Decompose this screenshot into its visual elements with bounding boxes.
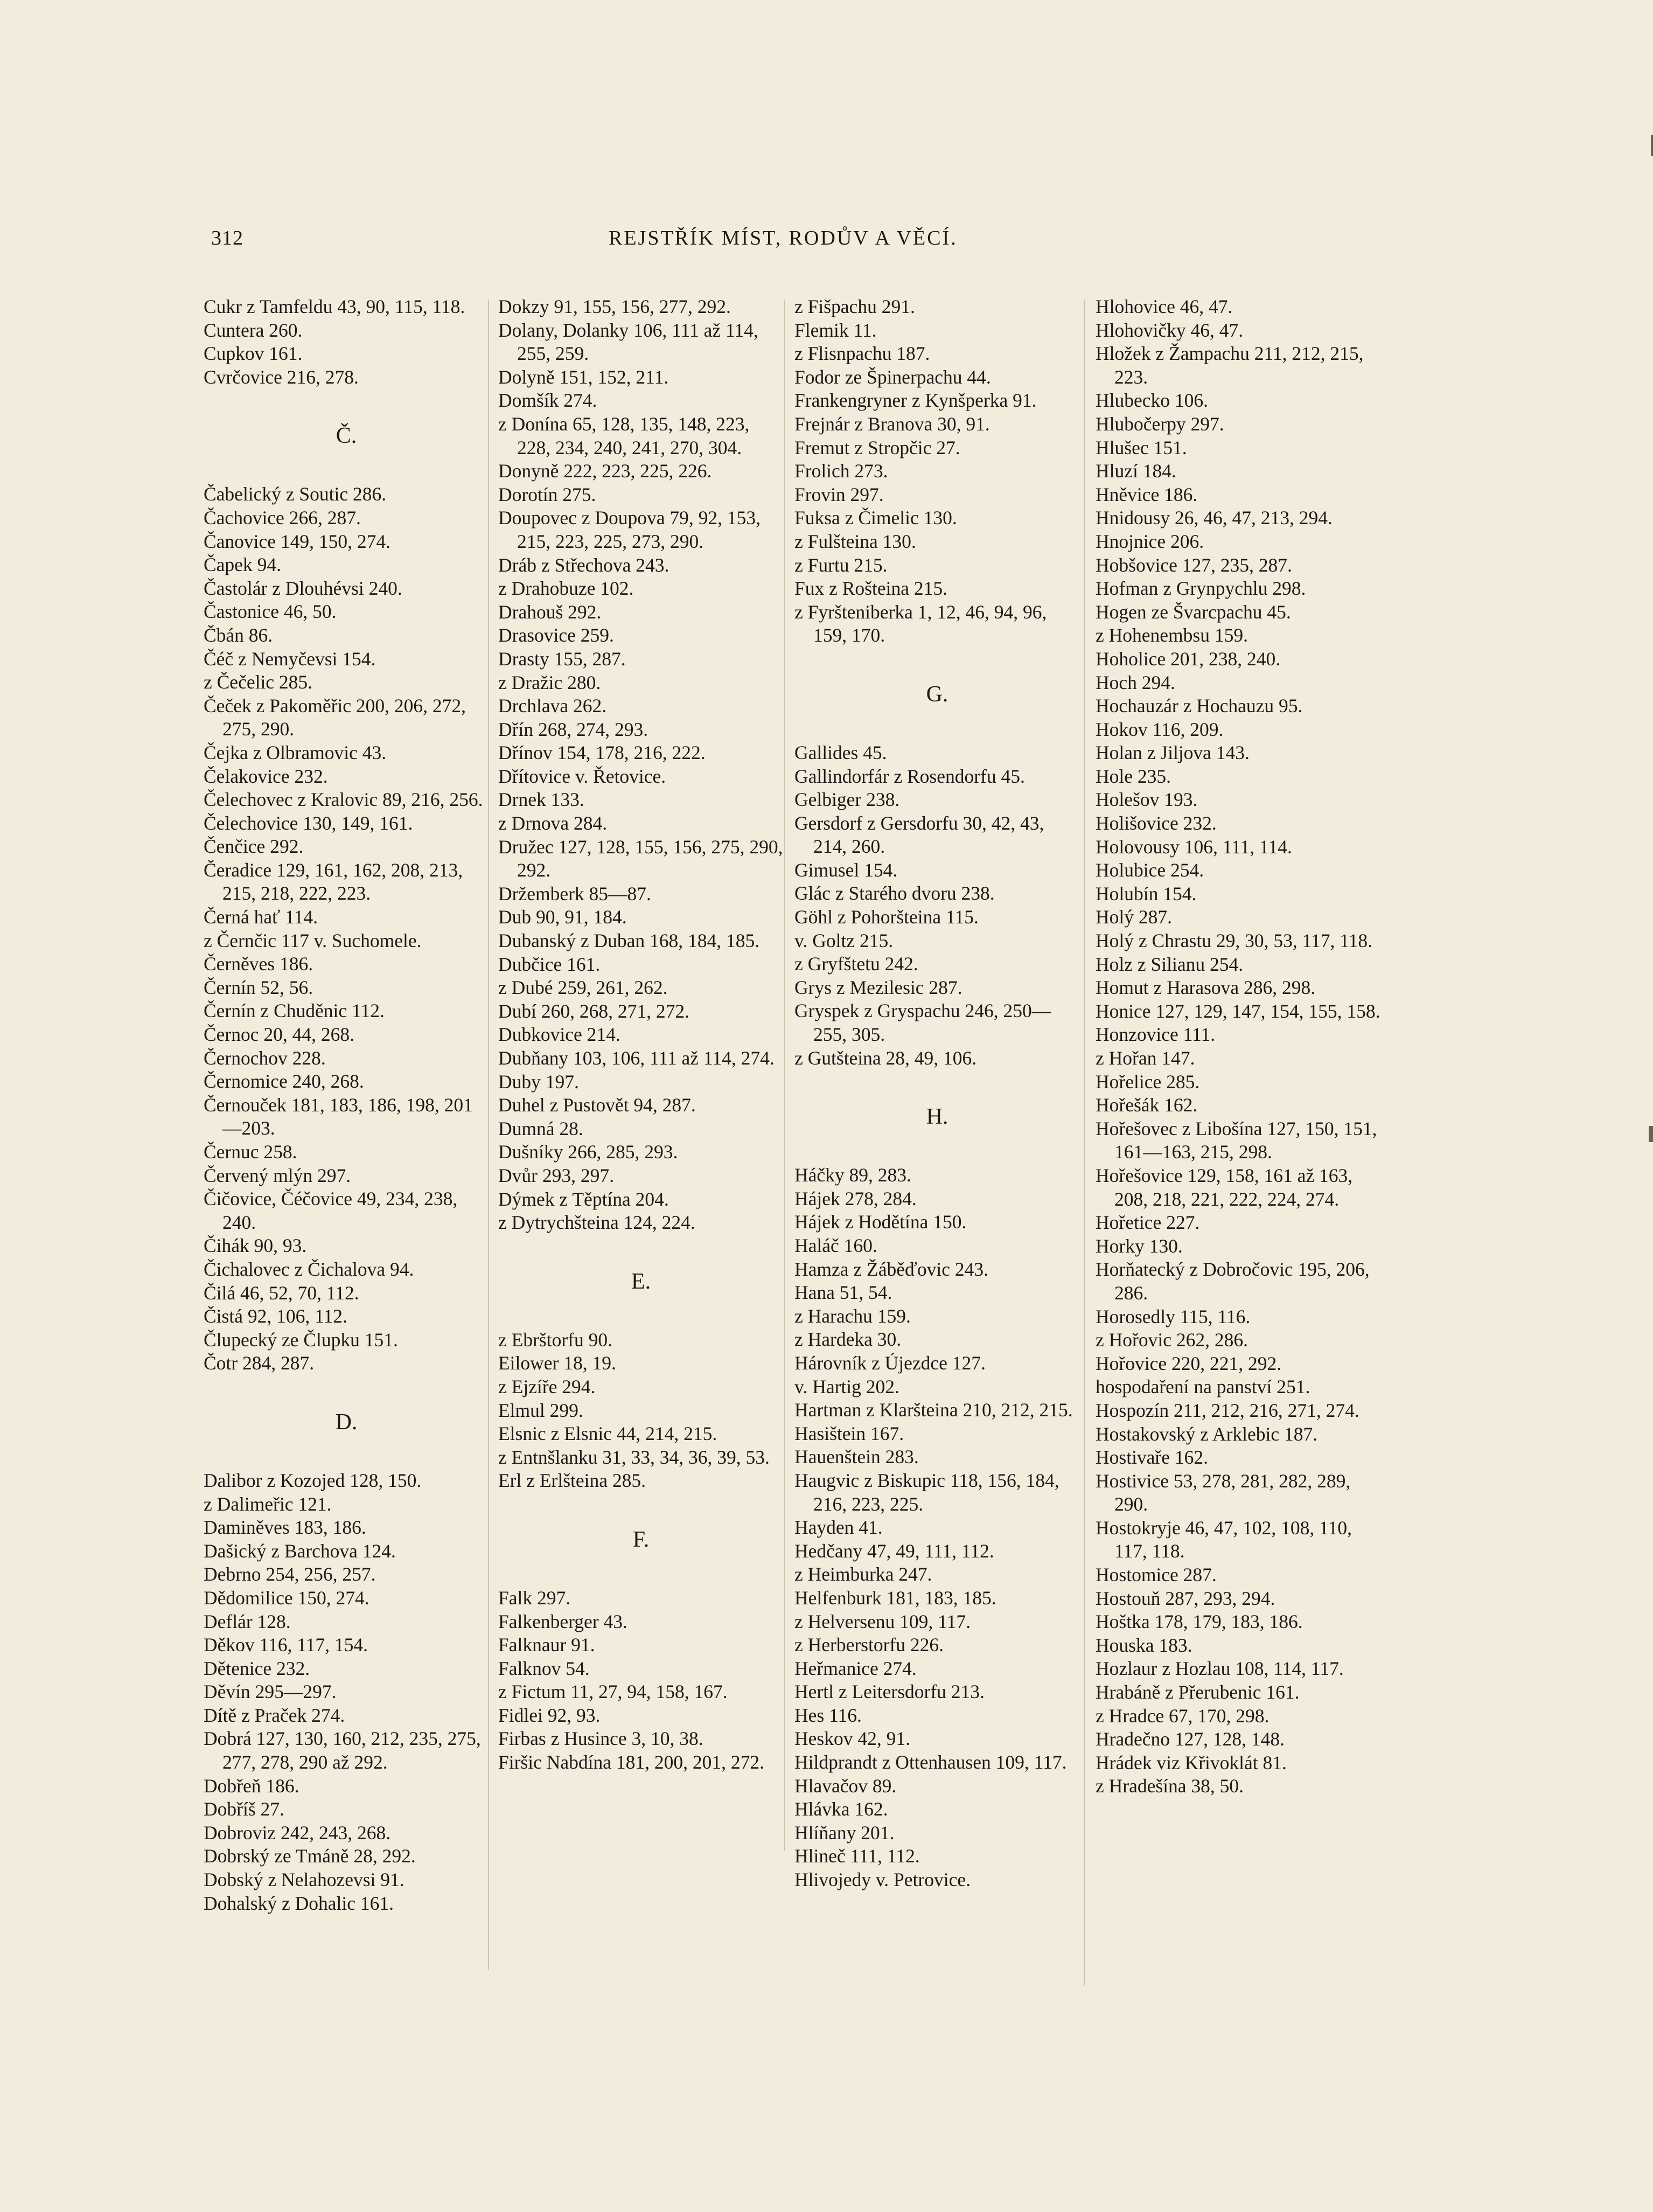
index-entry: z Heimburka 247. [794,1563,932,1585]
index-entry: Černochov 228. [204,1047,326,1069]
index-entry: z Ejzíře 294. [498,1375,596,1397]
index-entry: z Fišpachu 291. [794,296,915,317]
index-entry: z Hohenembsu 159. [1096,624,1248,646]
page-number: 312 [211,227,243,249]
index-entry: Hlávka 162. [794,1798,888,1820]
index-entry: Čanovice 149, 150, 274. [204,530,391,552]
index-entry: z Drnova 284. [498,812,608,834]
index-entry: Cuntera 260. [204,319,303,341]
index-entry: Frankengryner z Kynšperka 91. [794,389,1037,412]
index-entry: Hlineč 111, 112. [794,1845,920,1867]
index-entry: Hozlaur z Hozlau 108, 114, 117. [1096,1658,1344,1680]
index-entry: Fux z Rošteina 215. [794,578,947,600]
section-letter-heading: F. [632,1527,650,1552]
index-entry: Černouček 181, 183, 186, 198, 201—203. [204,1094,473,1139]
index-entry: Donyně 222, 223, 225, 226. [498,460,712,482]
index-entry: Dřín 268, 274, 293. [498,718,648,740]
index-entry: z Drahobuze 102. [498,578,634,600]
index-entry: Děvín 295—297. [204,1681,337,1703]
index-entry: Firbas z Husince 3, 10, 38. [498,1728,703,1750]
index-entry: Horosedly 115, 116. [1096,1305,1251,1327]
index-entry: Čachovice 266, 287. [204,506,361,528]
index-entry: Hedčany 47, 49, 111, 112. [794,1540,994,1562]
index-entry: Dubkovice 214. [498,1024,620,1046]
index-entry: Dub 90, 91, 184. [498,906,627,928]
index-entry: Hayden 41. [794,1517,883,1539]
running-head: REJSTŘÍK MÍST, RODŮV A VĚCÍ. [609,227,958,249]
index-entry: Holubín 154. [1096,882,1197,905]
index-entry: Dašický z Barchova 124. [204,1540,396,1562]
index-entry: z Hradce 67, 170, 298. [1096,1705,1270,1727]
index-entry: Fremut z Stropčic 27. [794,436,960,458]
index-entry: Horky 130. [1096,1235,1183,1257]
index-entry: Čéč z Nemyčevsi 154. [204,648,376,670]
index-entry: Drnek 133. [498,789,584,811]
index-entry: Dobrá 127, 130, 160, 212, 235, 275, 277, 278, 290 až 292. [204,1728,481,1773]
index-entry: Helfenburk 181, 183, 185. [794,1587,996,1609]
index-entry: Dětenice 232. [204,1657,310,1679]
index-entry: Falkenberger 43. [498,1610,627,1632]
index-entry: Gryspek z Gryspachu 246, 250—255, 305. [794,1000,1051,1046]
index-entry: Držemberk 85—87. [498,882,651,905]
index-entry: Cvrčovice 216, 278. [204,366,359,388]
index-entry: Hochauzár z Hochauzu 95. [1096,695,1303,717]
index-entry: Hokov 116, 209. [1096,718,1224,740]
index-entry: Hájek z Hodětína 150. [794,1211,967,1233]
index-entry: Hole 235. [1096,765,1171,787]
index-entry: Černín 52, 56. [204,976,313,998]
index-entry: Dobský z Nelahozevsi 91. [204,1869,404,1891]
index-entry: z Dytrychšteina 124, 224. [498,1212,695,1234]
index-entry: Frejnár z Branova 30, 91. [794,413,990,435]
index-entry: Častonice 46, 50. [204,601,337,623]
index-entry: z Fulšteina 130. [794,530,916,552]
index-entry: z Ebrštorfu 90. [498,1328,612,1351]
index-entry: Dokzy 91, 155, 156, 277, 292. [498,296,731,317]
index-entry: z Fictum 11, 27, 94, 158, 167. [498,1681,728,1703]
index-entry: Černoc 20, 44, 268. [204,1024,355,1046]
index-entry: Hofman z Grynpychlu 298. [1096,578,1306,600]
page-edge-mark [1649,1126,1653,1142]
index-entry: Hoch 294. [1096,671,1175,693]
section-letter-heading: D. [335,1409,358,1435]
index-entry: Čistá 92, 106, 112. [204,1305,347,1327]
index-entry: Hájek 278, 284. [794,1187,917,1209]
index-entry: Hostokryje 46, 47, 102, 108, 110, 117, 118. [1096,1517,1352,1562]
index-entry: Göhl z Pohoršteina 115. [794,906,979,928]
index-entry: Hasištein 167. [794,1422,904,1444]
index-entry: Hamza z Žáběďovic 243. [794,1258,989,1280]
index-entry: Hartman z Klaršteina 210, 212, 215. [794,1399,1073,1421]
index-entry: Dubí 260, 268, 271, 272. [498,1000,689,1022]
index-entry: Čelechovice 130, 149, 161. [204,812,413,834]
index-entry: Hlíňany 201. [794,1821,895,1844]
column-rule [1084,300,1085,1986]
index-entry: v. Hartig 202. [794,1375,899,1397]
index-entry: Haláč 160. [794,1235,877,1256]
index-entry: Černín z Chuděnic 112. [204,1000,385,1022]
index-entry: Dřínov 154, 178, 216, 222. [498,742,706,764]
index-entry: Čotr 284, 287. [204,1352,315,1374]
index-entry: Čeček z Pakoměřic 200, 206, 272, 275, 290. [204,694,466,740]
index-entry: Hlubecko 106. [1096,389,1209,412]
index-entry: Čilá 46, 52, 70, 112. [204,1282,359,1304]
index-entry: Hlušec 151. [1096,436,1187,458]
index-entry: Dubňany 103, 106, 111 až 114, 274. [498,1047,775,1069]
index-column-2 [498,295,784,1775]
section-letter-heading: E. [631,1269,651,1294]
index-entry: Heřmanice 274. [794,1657,917,1679]
index-entry: Glác z Starého dvoru 238. [794,882,995,905]
index-entry: Gersdorf z Gersdorfu 30, 42, 43, 214, 260. [794,812,1044,858]
index-entry: Hildprandt z Ottenhausen 109, 117. [794,1751,1067,1773]
index-entry: z Dalimeřic 121. [204,1493,332,1515]
index-entry: z Entnšlanku 31, 33, 34, 36, 39, 53. [498,1446,770,1468]
index-entry: Hořešovice 129, 158, 161 až 163, 208, 218, 221, 222, 224, 274. [1096,1164,1353,1210]
index-entry: Frolich 273. [794,460,888,482]
index-entry: Deflár 128. [204,1610,291,1632]
index-entry: Hoštka 178, 179, 183, 186. [1096,1611,1303,1633]
index-entry: Čelakovice 232. [204,765,328,787]
section-letter-heading: Č. [336,423,357,449]
index-entry: Čelechovec z Kralovic 89, 216, 256. [204,789,483,811]
index-entry: Dušníky 266, 285, 293. [498,1141,678,1163]
index-entry: Hradečno 127, 128, 148. [1096,1728,1285,1750]
index-entry: Dolany, Dolanky 106, 111 až 114, 255, 259. [498,319,758,365]
index-entry: z Furtu 215. [794,554,888,576]
index-entry: Homut z Harasova 286, 298. [1096,977,1316,999]
index-entry: Hostivice 53, 278, 281, 282, 289, 290. [1096,1470,1351,1515]
index-entry: z Donína 65, 128, 135, 148, 223, 228, 234, 240, 241, 270, 304. [498,413,750,458]
index-entry: Děkov 116, 117, 154. [204,1634,368,1656]
index-entry: Hněvice 186. [1096,483,1198,505]
index-entry: Hospozín 211, 212, 216, 271, 274. [1096,1399,1359,1421]
index-column-4 [1096,295,1381,1798]
index-entry: z Helversenu 109, 117. [794,1610,971,1632]
index-entry: Fodor ze Špinerpachu 44. [794,366,991,388]
index-entry: Dohalský z Dohalic 161. [204,1892,394,1914]
index-entry: z Herberstorfu 226. [794,1634,944,1656]
index-entry: Flemik 11. [794,319,877,341]
index-entry: Hogen ze Švarcpachu 45. [1096,601,1291,623]
index-entry: Holišovice 232. [1096,812,1217,834]
index-entry: z Gryfštetu 242. [794,953,918,975]
index-entry: Dobroviz 242, 243, 268. [204,1821,391,1844]
index-entry: Dobrský ze Tmáně 28, 292. [204,1845,416,1867]
index-entry: Hluzí 184. [1096,460,1176,482]
index-entry: Falk 297. [498,1587,571,1609]
index-entry: Čenčice 292. [204,836,304,858]
index-entry: Honice 127, 129, 147, 154, 155, 158. [1096,1000,1380,1022]
section-letter-heading: G. [926,681,948,707]
index-entry: Dobříš 27. [204,1798,284,1820]
index-entry: Dolyně 151, 152, 211. [498,366,669,388]
index-entry: z Gutšteina 28, 49, 106. [794,1047,977,1069]
index-entry: Honzovice 111. [1096,1024,1216,1046]
index-entry: Fidlei 92, 93. [498,1704,601,1726]
index-entry: Gallides 45. [794,741,887,763]
index-entry: Černomice 240, 268. [204,1070,364,1093]
index-entry: Hostomice 287. [1096,1564,1217,1586]
index-entry: Hložek z Žampachu 211, 212, 215, 223. [1096,343,1364,388]
index-entry: Falknov 54. [498,1657,590,1679]
index-entry: Gimusel 154. [794,859,898,881]
index-entry: Debrno 254, 256, 257. [204,1563,376,1585]
index-entry: Hrabáně z Přerubenic 161. [1096,1681,1300,1703]
index-entry: z Hořan 147. [1096,1047,1195,1069]
index-entry: Dráb z Střechova 243. [498,554,669,576]
index-entry: Gelbiger 238. [794,789,900,811]
index-entry: Častolár z Dlouhévsi 240. [204,577,402,599]
index-entry: Duby 197. [498,1070,579,1093]
index-entry: Čbán 86. [204,624,273,646]
index-entry: Hořešák 162. [1096,1094,1198,1116]
index-entry: z Flisnpachu 187. [794,343,930,365]
index-entry: Člupecký ze Člupku 151. [204,1328,398,1351]
index-entry: z Harachu 159. [794,1305,911,1327]
index-entry: z Hradešína 38, 50. [1096,1775,1244,1797]
index-entry: Falknaur 91. [498,1634,595,1656]
index-column-1 [204,295,489,1915]
index-entry: Elmul 299. [498,1399,583,1421]
index-entry: Hárovník z Újezdce 127. [794,1352,986,1374]
index-entry: Hořetice 227. [1096,1212,1200,1234]
index-entry: z Černčic 117 v. Suchomele. [204,929,422,951]
index-entry: Dřítovice v. Řetovice. [498,765,666,787]
index-entry: Dýmek z Těptína 204. [498,1188,669,1210]
index-entry: z Dražic 280. [498,671,601,693]
index-entry: Čeradice 129, 161, 162, 208, 213, 215, 218, 222, 223. [204,859,463,905]
index-entry: z Čečelic 285. [204,671,313,693]
index-entry: Dalibor z Kozojed 128, 150. [204,1469,422,1491]
index-entry: Frovin 297. [794,483,884,505]
index-entry: Černá hať 114. [204,906,318,928]
index-entry: Drahouš 292. [498,601,602,623]
index-entry: Holovousy 106, 111, 114. [1096,836,1292,858]
section-letter-heading: H. [926,1104,948,1130]
index-entry: z Hořovic 262, 286. [1096,1329,1248,1351]
index-entry: Holý 287. [1096,906,1172,928]
index-entry: Cupkov 161. [204,343,303,365]
index-entry: Hauenštein 283. [794,1446,919,1468]
index-entry: Holý z Chrastu 29, 30, 53, 117, 118. [1096,930,1373,952]
index-entry: Duhel z Pustovět 94, 287. [498,1094,696,1116]
column-rule [784,300,785,1851]
index-entry: Družec 127, 128, 155, 156, 275, 290, 292. [498,836,783,881]
index-entry: Čabelický z Soutic 286. [204,483,387,505]
index-entry: Černěves 186. [204,953,313,975]
index-entry: Hořovice 220, 221, 292. [1096,1352,1282,1374]
index-entry: Heskov 42, 91. [794,1728,910,1750]
index-entry: Holz z Silianu 254. [1096,953,1244,975]
index-entry: Houska 183. [1096,1634,1192,1656]
index-entry: Háčky 89, 283. [794,1164,911,1186]
index-entry: Dumná 28. [498,1117,583,1139]
index-entry: Haugvic z Biskupic 118, 156, 184, 216, 223, 225. [794,1469,1059,1515]
index-entry: Eilower 18, 19. [498,1352,616,1374]
index-entry: Hlohovice 46, 47. [1096,296,1233,317]
index-entry: Horňatecký z Dobročovic 195, 206, 286. [1096,1258,1370,1304]
index-entry: Černuc 258. [204,1141,297,1163]
index-entry: Fuksa z Čimelic 130. [794,507,957,529]
index-entry: Firšic Nabdína 181, 200, 201, 272. [498,1751,765,1773]
index-entry: Čichalovec z Čichalova 94. [204,1258,414,1280]
page-edge-mark [1651,135,1653,156]
index-entry: Hořelice 285. [1096,1070,1200,1093]
index-entry: Hostakovský z Arklebic 187. [1096,1423,1318,1445]
index-entry: Dorotín 275. [498,483,596,505]
index-column-3 [794,295,1080,1892]
index-entry: Hořešovec z Libošína 127, 150, 151, 161—163, 215, 298. [1096,1117,1377,1163]
index-entry: Dubanský z Duban 168, 184, 185. [498,930,760,952]
index-entry: Hrádek viz Křivoklát 81. [1096,1751,1287,1773]
index-entry: Hlavačov 89. [794,1775,897,1797]
index-entry: Domšík 274. [498,389,597,412]
index-entry: z Dubé 259, 261, 262. [498,977,668,999]
index-entry: Dědomilice 150, 274. [204,1587,369,1609]
index-entry: Čejka z Olbramovic 43. [204,741,387,763]
index-entry: Holešov 193. [1096,789,1198,811]
index-entry: hospodaření na panství 251. [1096,1376,1310,1398]
index-entry: Daminěves 183, 186. [204,1517,366,1539]
index-entry: Hnidousy 26, 46, 47, 213, 294. [1096,507,1333,529]
index-entry: Hes 116. [794,1704,862,1726]
index-entry: Holan z Jiljova 143. [1096,742,1250,764]
index-entry: Čičovice, Čéčovice 49, 234, 238, 240. [204,1188,458,1233]
index-entry: Doupovec z Doupova 79, 92, 153, 215, 223, 225, 273, 290. [498,507,761,552]
index-entry: Dvůr 293, 297. [498,1164,614,1186]
index-entry: Cukr z Tamfeldu 43, 90, 115, 118. [204,296,465,317]
index-entry: Hnojnice 206. [1096,530,1204,552]
index-entry: Drasty 155, 287. [498,648,626,670]
index-entry: Hlubočerpy 297. [1096,413,1224,435]
index-entry: Drchlava 262. [498,695,607,717]
index-entry: z Hardeka 30. [794,1328,902,1351]
index-entry: Gallindorfár z Rosendorfu 45. [794,765,1025,787]
index-entry: Červený mlýn 297. [204,1164,351,1186]
index-entry: Hlivojedy v. Petrovice. [794,1869,971,1891]
index-entry: Hostivaře 162. [1096,1446,1209,1469]
index-entry: Elsnic z Elsnic 44, 214, 215. [498,1423,717,1445]
index-entry: Hoholice 201, 238, 240. [1096,648,1281,670]
index-entry: v. Goltz 215. [794,929,894,951]
index-entry: Čihák 90, 93. [204,1235,307,1257]
index-entry: Holubice 254. [1096,859,1204,881]
index-entry: Erl z Erlšteina 285. [498,1470,646,1492]
index-entry: Hobšovice 127, 235, 287. [1096,554,1292,576]
index-entry: Dubčice 161. [498,953,601,975]
index-entry: Hlohovičky 46, 47. [1096,319,1244,341]
index-entry: Hana 51, 54. [794,1282,892,1304]
index-entry: Hostouň 287, 293, 294. [1096,1587,1275,1609]
index-entry: Hertl z Leitersdorfu 213. [794,1681,985,1703]
index-entry: Čapek 94. [204,554,281,576]
index-entry: Dítě z Praček 274. [204,1704,345,1726]
index-entry: z Fyršteniberka 1, 12, 46, 94, 96, 159, 170. [794,601,1047,646]
index-entry: Drasovice 259. [498,624,614,646]
index-entry: Dobřeň 186. [204,1775,299,1797]
index-entry: Grys z Mezilesic 287. [794,976,962,998]
